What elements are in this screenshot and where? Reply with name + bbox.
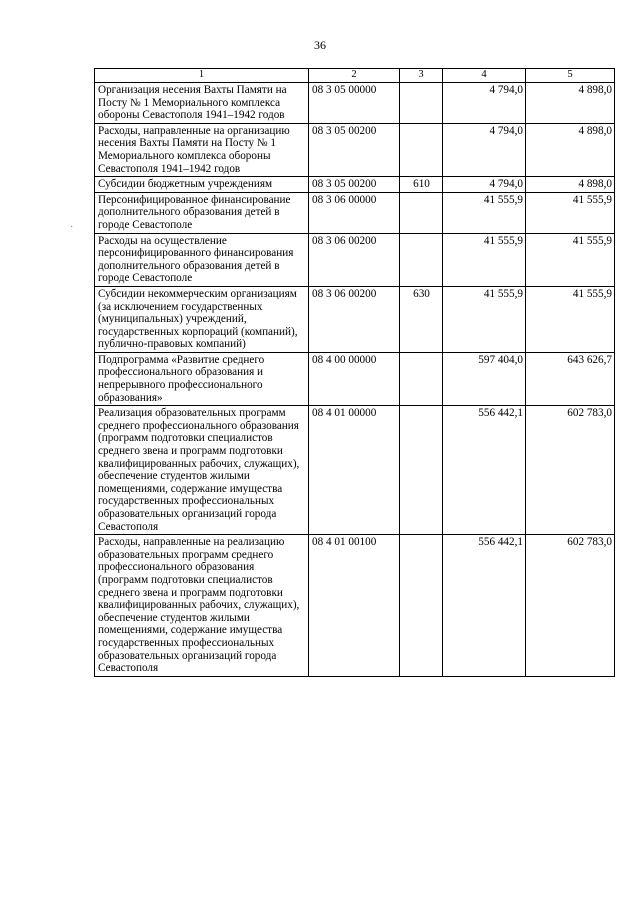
- table-row: [95, 123, 615, 176]
- column-header-2: 2: [309, 69, 400, 83]
- table-row: [95, 233, 615, 286]
- row-name: Расходы на осуществление персонифицированного финансирования дополнительного образования детей в городе Севастополе: [95, 233, 309, 286]
- row-code: 08 4 01 00100: [309, 535, 400, 677]
- row-value-2: 602 783,0: [526, 535, 615, 677]
- row-value-2: 602 783,0: [526, 406, 615, 535]
- row-name: Субсидии некоммерческим организациям (за исключением государственных (муниципальных) учреждений, государственных корпораций (компаний), публично-правовых компаний): [95, 286, 309, 352]
- row-value-1: 41 555,9: [443, 192, 526, 233]
- table-row: [95, 286, 615, 352]
- row-value-2: 4 898,0: [526, 123, 615, 176]
- table-row: [95, 535, 615, 677]
- row-value-1: 597 404,0: [443, 352, 526, 405]
- row-value-2: 4 898,0: [526, 177, 615, 193]
- row-value-1: 41 555,9: [443, 286, 526, 352]
- row-value-1: 556 442,1: [443, 406, 526, 535]
- row-value-1: 4 794,0: [443, 123, 526, 176]
- row-code: 08 3 05 00000: [309, 83, 400, 124]
- row-name: Реализация образовательных программ среднего профессионального образования (программ подготовки специалистов среднего звена и программ подготовки квалифицированных рабочих, служащих), обеспечение студентов жилыми помещениями, содержание имущества государственных профессиональных образовательных организаций города Севастополя: [95, 406, 309, 535]
- row-kvr: [400, 406, 443, 535]
- column-header-3: 3: [400, 69, 443, 83]
- column-header-5: 5: [526, 69, 615, 83]
- row-code: 08 3 06 00000: [309, 192, 400, 233]
- row-code: 08 4 01 00000: [309, 406, 400, 535]
- row-value-1: 41 555,9: [443, 233, 526, 286]
- row-value-1: 4 794,0: [443, 177, 526, 193]
- column-header-4: 4: [443, 69, 526, 83]
- table-row: [95, 406, 615, 535]
- row-kvr: 610: [400, 177, 443, 193]
- row-name: Расходы, направленные на организацию несения Вахты Памяти на Посту № 1 Мемориального комплекса обороны Севастополя 1941–1942 годов: [95, 123, 309, 176]
- row-kvr: [400, 233, 443, 286]
- table-row: [95, 83, 615, 124]
- row-code: 08 3 06 00200: [309, 233, 400, 286]
- scan-speck: ·: [70, 222, 74, 233]
- row-name: Субсидии бюджетным учреждениям: [95, 177, 309, 193]
- row-code: 08 3 05 00200: [309, 123, 400, 176]
- row-kvr: 630: [400, 286, 443, 352]
- row-code: 08 3 06 00200: [309, 286, 400, 352]
- row-value-2: 643 626,7: [526, 352, 615, 405]
- row-value-2: 41 555,9: [526, 192, 615, 233]
- row-kvr: [400, 352, 443, 405]
- row-kvr: [400, 83, 443, 124]
- table-row: [95, 352, 615, 405]
- row-code: 08 3 05 00200: [309, 177, 400, 193]
- row-value-1: 4 794,0: [443, 83, 526, 124]
- page-number: 36: [314, 38, 326, 52]
- row-name: Расходы, направленные на реализацию образовательных программ среднего профессионального образования (программ подготовки специалистов среднего звена и программ подготовки квалифицированных рабочих, служащих), обеспечение студентов жилыми помещениями, содержание имущества государственных профессиональных образовательных организаций города Севастополя: [95, 535, 309, 677]
- row-name: Персонифицированное финансирование дополнительного образования детей в городе Севастополе: [95, 192, 309, 233]
- column-header-1: 1: [95, 69, 309, 83]
- row-value-2: 41 555,9: [526, 233, 615, 286]
- table-row: [95, 192, 615, 233]
- budget-table: [94, 68, 615, 677]
- row-kvr: [400, 192, 443, 233]
- table-row: [95, 177, 615, 193]
- row-value-1: 556 442,1: [443, 535, 526, 677]
- row-kvr: [400, 123, 443, 176]
- row-code: 08 4 00 00000: [309, 352, 400, 405]
- header-row: [95, 69, 615, 83]
- row-value-2: 41 555,9: [526, 286, 615, 352]
- row-value-2: 4 898,0: [526, 83, 615, 124]
- row-kvr: [400, 535, 443, 677]
- row-name: Подпрограмма «Развитие среднего профессионального образования и непрерывного профессионального образования»: [95, 352, 309, 405]
- row-name: Организация несения Вахты Памяти на Посту № 1 Мемориального комплекса обороны Севастополя 1941–1942 годов: [95, 83, 309, 124]
